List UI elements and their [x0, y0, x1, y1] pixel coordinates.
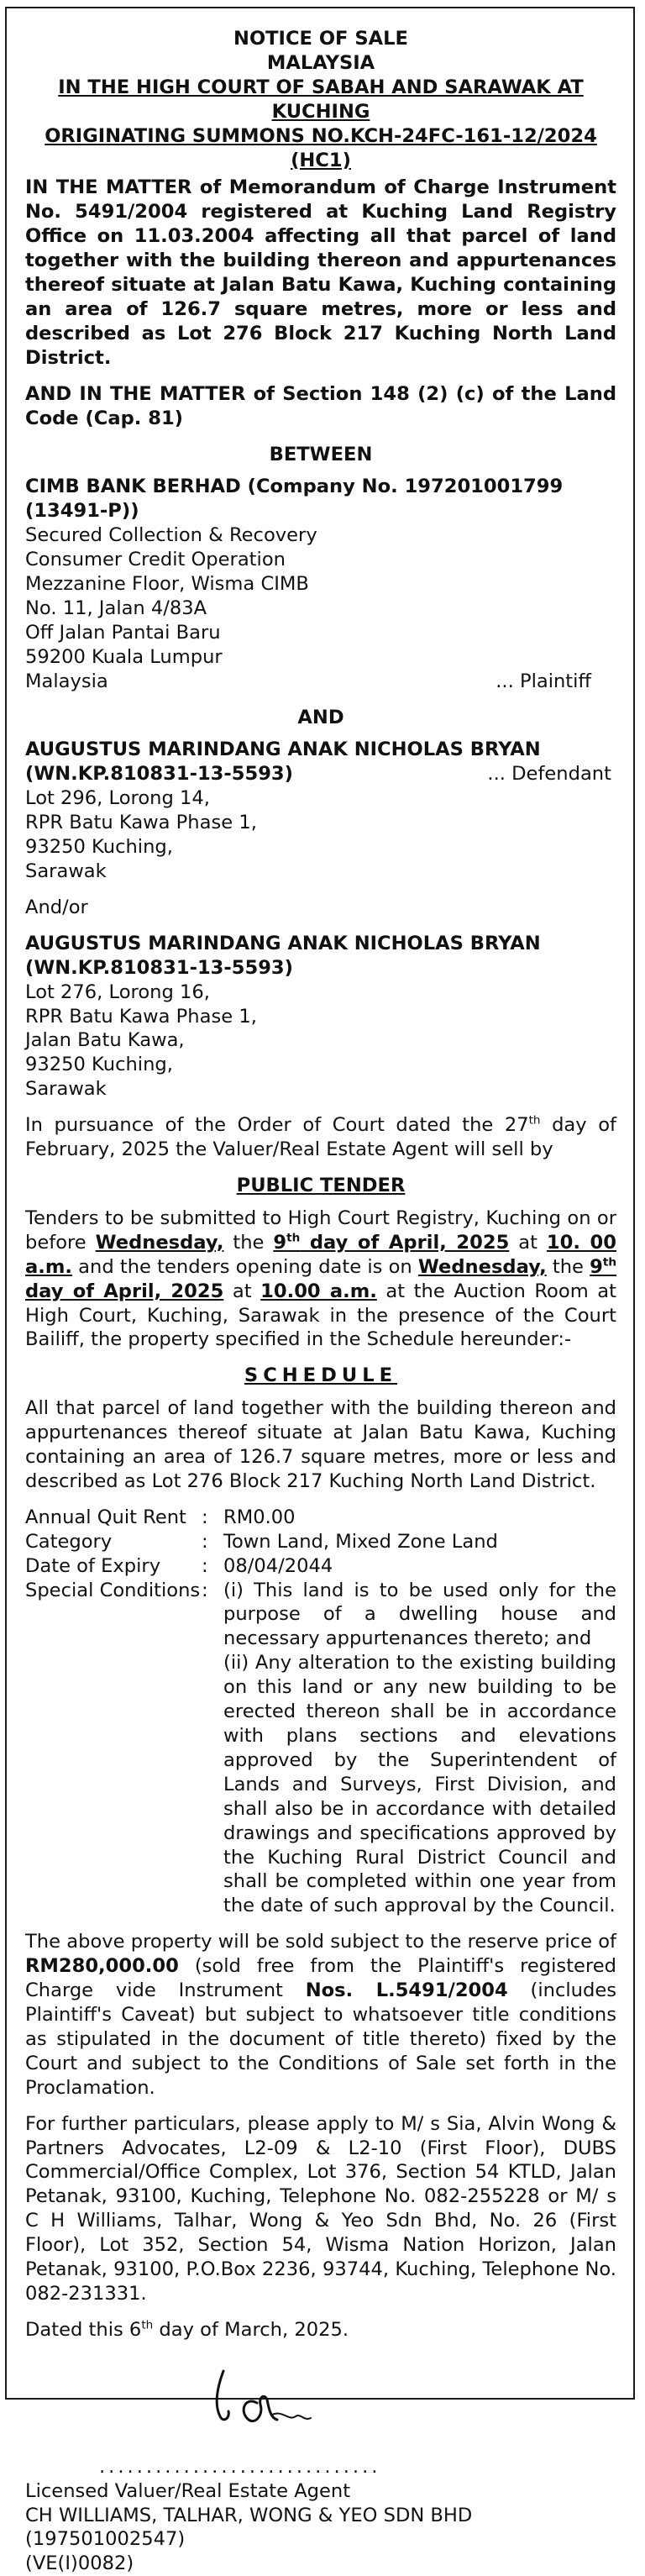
plaintiff-address-line: No. 11, Jalan 4/83A — [25, 597, 207, 619]
schedule-description: All that parcel of land together with the building thereon and appurtenances thereof situate at Jalan Batu Kawa, Kuching containing an area of 126.7 square metres, more or less and described as Lot 276 Block 217 Kuching North Land District. — [25, 1397, 616, 1492]
dated-line: Dated this 6th day of March, 2025. — [25, 2318, 349, 2341]
plaintiff-country: Malaysia — [25, 670, 108, 692]
court-title: IN THE HIGH COURT OF SABAH AND SARAWAK AT KUCHING — [58, 76, 584, 123]
plaintiff-block — [25, 475, 616, 693]
special-condition-2: (ii) Any alteration to the existing building on this land or any new building to be erected thereon shall be in accordance with plans sections and elevations approved by the Superintendent of Lands and Surveys, First Division, and shall also be in accordance with detailed drawings and specifications approved by the Kuching Rural District Council and shall be completed within one year from the date of such approval by the Council. — [223, 1652, 616, 1917]
public-tender-heading: PUBLIC TENDER — [236, 1174, 406, 1196]
and-heading: AND — [297, 706, 344, 728]
defendant-address-line: RPR Batu Kawa Phase 1, — [25, 1005, 257, 1028]
plaintiff-address-line: Consumer Credit Operation — [25, 549, 286, 571]
particulars-paragraph: For further particulars, please apply to M/ s Sia, Alvin Wong & Partners Advocates, L2-09 & L2-10 (First Floor), DUBS Commercial/Office Complex, Lot 376, Section 54 KTLD, Jalan Petanak, 93100, Kuching, Telephone No. 082-255228 or M/ s C H Williams, Talhar, Wong & Yeo Sdn Bhd, No. 26 (First Floor), Lot 352, Section 54, Wisma Nation Horizon, Jalan Petanak, 93100, P.O.Box 2236, 93744, Kuching, Telephone No. 082-231331. — [25, 2112, 616, 2305]
defendant-address-line: Sarawak — [25, 1078, 107, 1101]
defendant-block-2 — [25, 932, 616, 1101]
defendant-address-line: Jalan Batu Kawa, — [25, 1029, 185, 1052]
defendant-name: AUGUSTUS MARINDANG ANAK NICHOLAS BRYAN — [25, 932, 541, 954]
notice-of-sale — [5, 7, 635, 2575]
schedule-heading: SCHEDULE — [244, 1364, 398, 1387]
special-condition-1: (i) This land is to be used only for the purpose of a dwelling house and necessary appurtenances thereto; and — [223, 1579, 616, 1650]
signature-line: .............................. — [99, 2455, 381, 2478]
plaintiff-address-line: Mezzanine Floor, Wisma CIMB — [25, 573, 309, 596]
defendant-ic: (WN.KP.810831-13-5593) — [25, 956, 293, 979]
defendant-address-line: Lot 276, Lorong 16, — [25, 980, 210, 1003]
detail-row: Category : Town Land, Mixed Zone Land — [25, 1530, 498, 1553]
defendant-address-line: Sarawak — [25, 860, 107, 882]
plaintiff-role: ... Plaintiff — [496, 670, 591, 692]
between-heading: BETWEEN — [269, 443, 373, 465]
plaintiff-address-line: Secured Collection & Recovery — [25, 524, 317, 547]
defendant-address-line: 93250 Kuching, — [25, 1054, 173, 1076]
matter-section: AND IN THE MATTER of Section 148 (2) (c) of the Land Code (Cap. 81) — [25, 382, 616, 429]
special-conditions-row: Special Conditions : (i) This land is to be used only for the purpose of a dwelling house and necessary appurtenances thereto; and (ii) Any alteration to the existing building on this land or any new building to be erected thereon shall be in accordance with plans sections and elevations approved by the Superintendent of Lands and Surveys, First Division, and shall also be in accordance with detailed drawings and specifications approved by the Kuching Rural District Council and shall be completed within one year from the date of such approval by the Council. — [25, 1579, 616, 1917]
order-of-court-paragraph: In pursuance of the Order of Court dated the 27th day of February, 2025 the Valuer/Real Estate Agent will sell by — [25, 1113, 616, 1161]
signoff-role: Licensed Valuer/Real Estate Agent — [25, 2479, 351, 2502]
and-or-text: And/or — [25, 896, 88, 918]
defendant-ic: (WN.KP.810831-13-5593) — [25, 763, 293, 786]
defendant-address-line: Lot 296, Lorong 14, — [25, 787, 210, 810]
plaintiff-name: CIMB BANK BERHAD (Company No. 197201001799 (13491-P)) — [25, 476, 564, 523]
defendant-role: ... Defendant — [487, 763, 611, 786]
matter-memorandum: IN THE MATTER of Memorandum of Charge Instrument No. 5491/2004 registered at Kuching Land Registry Office on 11.03.2004 affecting all that parcel of land together with the building thereon and appurtenances thereof situate at Jalan Batu Kawa, Kuching containing an area of 126.7 square metres, more or less and described as Lot 276 Block 217 Kuching North Land District. — [25, 176, 616, 369]
summons-number: ORIGINATING SUMMONS NO.KCH-24FC-161-12/2024 (HC1) — [45, 124, 597, 171]
tender-paragraph: Tenders to be submitted to High Court Registry, Kuching on or before Wednesday, the 9th day of April, 2025 at 10. 00 a.m. and the tenders opening date is on Wednesday, the 9th day of April, 2025 at 10.00 a.m. at the Auction Room at High Court, Kuching, Sarawak in the presence of the Court Bailiff, the property specified in the Schedule hereunder:- — [25, 1207, 616, 1351]
defendant-address-line: 93250 Kuching, — [25, 836, 173, 859]
defendant-block-1 — [25, 738, 616, 883]
defendant-name: AUGUSTUS MARINDANG ANAK NICHOLAS BRYAN — [25, 739, 541, 761]
detail-row: Date of Expiry : 08/04/2044 — [25, 1554, 333, 1577]
defendant-address-line: RPR Batu Kawa Phase 1, — [25, 812, 257, 834]
plaintiff-address-line: 59200 Kuala Lumpur — [25, 645, 223, 668]
country-title: MALAYSIA — [266, 51, 375, 74]
signature-area — [25, 2354, 616, 2455]
notice-title: NOTICE OF SALE — [233, 28, 408, 50]
signature-image — [205, 2359, 322, 2443]
signoff-reference: (VE(I)0082) — [25, 2552, 134, 2575]
reserve-price-paragraph: The above property will be sold subject to the reserve price of RM280,000.00 (sold free from the Plaintiff's registered Charge vide Instrument Nos. L.5491/2004 (includes Plaintiff's Caveat) but subject to whatsoever title conditions as stipulated in the document of title thereto) fixed by the Court and subject to the Conditions of Sale set forth in the Proclamation. — [25, 1931, 616, 2099]
signoff-company: CH WILLIAMS, TALHAR, WONG & YEO SDN BHD (197501002547) — [25, 2504, 473, 2551]
property-details — [25, 1506, 616, 1918]
detail-row: Annual Quit Rent : RM0.00 — [25, 1506, 296, 1528]
plaintiff-address-line: Off Jalan Pantai Baru — [25, 621, 221, 644]
